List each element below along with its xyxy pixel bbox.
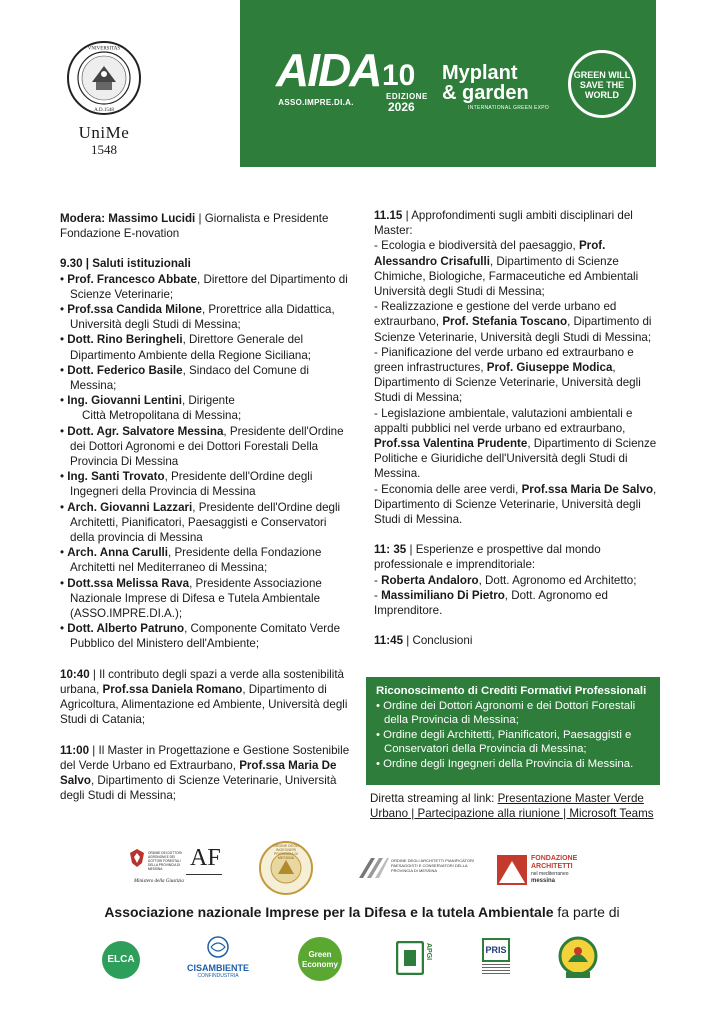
greeting-item xyxy=(60,424,350,470)
topic-affiliation: , Dipartimento di Scienze Veterinarie, Università degli Studi di Messina; xyxy=(374,361,641,405)
topics-list xyxy=(374,238,666,527)
myplant-garden-logo xyxy=(382,60,552,116)
green-world-text: GREEN WILL SAVE THE WORLD xyxy=(573,70,631,100)
greeting-item xyxy=(60,332,350,362)
moderator-role: | Giornalista e Presidente Fondazione E-novation xyxy=(60,212,329,241)
streaming-info xyxy=(370,791,660,821)
ingegneri-text: ORDINE DEGLI INGEGNERI PROVINCIA DI MESSINA xyxy=(273,844,299,860)
ministry-text: Ministero della Giustizia xyxy=(134,879,184,884)
edition-label: EDIZIONE xyxy=(386,92,428,101)
topic-speaker: Prof.ssa Valentina Prudente xyxy=(374,437,528,451)
topic-item xyxy=(374,406,666,482)
credits-list xyxy=(374,699,652,772)
talk-1115 xyxy=(374,208,666,238)
moderator-line xyxy=(60,211,350,241)
greeting-role: , Prorettrice alla Didattica, Università degli Studi di Messina; xyxy=(70,303,335,332)
apgi-logo xyxy=(396,939,440,979)
fondazione-line4: messina xyxy=(531,878,556,884)
talk-1135 xyxy=(374,542,666,572)
unime-year: 1548 xyxy=(91,142,117,157)
greetings-title-text: 9.30 | Saluti istituzionali xyxy=(60,257,191,271)
svg-text:A.D.1548: A.D.1548 xyxy=(94,108,114,113)
header-banner xyxy=(240,0,656,167)
greeting-role: , Sindaco del Comune di Messina; xyxy=(70,363,309,393)
greeting-name: Dott. Alberto Patruno xyxy=(67,622,185,636)
edition-year: 2026 xyxy=(388,100,415,114)
footer-title xyxy=(0,903,724,921)
cisambiente-mark-icon xyxy=(207,936,229,958)
architetti-logo xyxy=(357,854,487,884)
credit-item: • Ordine degli Architetti, Pianificatori, Paesaggisti e Conservatori della Provincia di Messina; xyxy=(376,728,632,756)
greeting-item xyxy=(60,393,350,408)
footer-title-bold: Associazione nazionale Imprese per la Difesa e la tutela Ambientale xyxy=(104,904,554,920)
edition-number: 10 xyxy=(382,59,416,92)
streaming-link[interactable]: Presentazione Master Verde Urbano | Partecipazione alla riunione | Microsoft Teams xyxy=(370,792,654,820)
greeting-name: Dott. Agr. Salvatore Messina xyxy=(67,424,224,438)
talk-time: 11: 35 xyxy=(374,543,407,557)
bullet: • xyxy=(60,622,68,636)
greeting-item xyxy=(60,576,350,622)
greeting-role: , Presidente dell'Ordine degli Ingegneri della Provincia di Messina xyxy=(70,470,313,499)
unime-logo xyxy=(58,40,150,160)
greeting-name: Ing. Giovanni Lentini xyxy=(67,394,182,408)
laurel-badge-icon xyxy=(556,934,600,980)
greeting-item xyxy=(60,469,350,499)
topic-title: - Ecologia e biodiversità del paesaggio, xyxy=(374,239,579,253)
myplant-name: Myplant xyxy=(442,62,518,84)
expo-label: INTERNATIONAL GREEN EXPO xyxy=(468,105,550,111)
bullet: • xyxy=(60,394,68,408)
aida-mark: AIDA xyxy=(276,44,381,96)
speaker-name: Massimiliano Di Pietro xyxy=(381,588,505,602)
topic-item xyxy=(374,238,666,299)
greeting-role: , Presidente della Fondazione Architetti nel Mediterraneo di Messina; xyxy=(70,546,322,575)
university-seal-icon xyxy=(66,40,142,116)
experience-speaker-1: - Roberta Andaloro, Dott. Agronomo ed Architetto; xyxy=(374,573,637,587)
speaker-role: , Dott. Agronomo ed Architetto; xyxy=(478,573,637,587)
fondazione-line3: nel mediterraneo xyxy=(531,871,569,877)
topic-speaker: Prof.ssa Maria De Salvo xyxy=(521,482,654,496)
topic-item xyxy=(374,299,666,345)
greeting-name: Arch. Giovanni Lazzari xyxy=(67,500,193,514)
topic-title: - Economia delle aree verdi, xyxy=(374,482,522,496)
greeting-role: , Componente Comitato Verde Pubblico del Ministero dell'Ambiente; xyxy=(70,622,341,651)
bullet: • xyxy=(60,424,68,438)
bullet: • xyxy=(60,500,68,514)
talk-time: 11:45 xyxy=(374,634,404,648)
elca-text: ELCA xyxy=(107,954,135,965)
greeting-item xyxy=(60,500,350,546)
greeting-item xyxy=(60,545,350,575)
architetti-text: ORDINE DEGLI ARCHITETTI PIANIFICATORI PAESAGGISTI E CONSERVATORI DELLA PROVINCIA DI MESSINA xyxy=(391,858,474,873)
talk-1100 xyxy=(60,743,350,804)
talk-time: 11.15 xyxy=(374,209,403,222)
topic-item xyxy=(374,482,666,528)
topic-speaker: Prof. Stefania Toscano xyxy=(442,315,568,329)
credit-item: • Ordine dei Dottori Agronomi e dei Dottori Forestali della Provincia di Messina; xyxy=(376,699,636,727)
talk-title: | Il contributo degli spazi a verde alla sostenibilità urbana, xyxy=(60,667,345,696)
speaker-name: Roberta Andaloro xyxy=(381,573,479,587)
speaker-role: , Dott. Agronomo ed Imprenditore. xyxy=(374,588,608,618)
greeting-item xyxy=(60,621,350,651)
cisambiente-sub: CONFINDUSTRIA xyxy=(197,973,239,979)
pris-logo xyxy=(482,938,512,980)
topic-speaker: Prof. Giuseppe Modica xyxy=(486,361,613,375)
greetings-title xyxy=(60,256,350,271)
agronomi-mark: AF xyxy=(190,845,221,871)
green-will-save-world-logo xyxy=(568,50,636,118)
pris-text: PRIS xyxy=(482,938,510,962)
footer-title-rest: fa parte di xyxy=(553,904,620,920)
greeting-name: Prof. Francesco Abbate xyxy=(67,272,197,286)
moderator-name: Modera: Massimo Lucidi xyxy=(60,212,196,225)
topic-affiliation: , Dipartimento di Scienze Veterinarie, Università degli Studi di Messina. xyxy=(374,482,657,527)
talk-speaker: Prof.ssa Maria De Salvo xyxy=(60,758,337,787)
greeting-name: Dott. Rino Beringheli xyxy=(67,333,183,347)
topic-affiliation: , Dipartimento di Scienze Chimiche, Biologiche, Farmaceutiche ed Ambientali Università degli Studi di Messina; xyxy=(374,254,639,299)
greeting-role-line2: Città Metropolitana di Messina; xyxy=(82,409,242,423)
greeting-role: , Dirigente xyxy=(181,394,235,408)
green-economy-text: Green Economy xyxy=(301,950,338,969)
association-badge-logo xyxy=(556,934,600,980)
greeting-item xyxy=(60,272,350,302)
fondazione-line2: ARCHITETTI xyxy=(531,863,573,870)
bullet: • xyxy=(60,576,68,590)
talk-affiliation: , Dipartimento di Scienze Veterinarie, Università degli Studi di Messina; xyxy=(60,773,337,803)
bullet: • xyxy=(60,303,68,317)
bullet: • xyxy=(60,333,68,347)
topic-title: - Legislazione ambientale, valutazioni ambientali e appalti pubblici nel verde urbano ed extraurbano, xyxy=(374,406,633,435)
talk-1145 xyxy=(374,633,666,648)
greeting-name: Dott. Federico Basile xyxy=(67,363,183,377)
talk-speaker: Prof.ssa Daniela Romano xyxy=(102,682,243,696)
aida-subtitle: ASSO.IMPRE.DI.A. xyxy=(278,98,354,107)
green-economy-logo xyxy=(298,937,342,981)
talk-title: | Approfondimenti sugli ambiti disciplinari del Master: xyxy=(374,209,633,238)
streaming-label: Diretta streaming al link: xyxy=(370,792,498,805)
aida-logo xyxy=(276,44,381,114)
greeting-name: Dott.ssa Melissa Rava xyxy=(67,576,190,590)
elca-logo xyxy=(102,941,140,979)
garden-name: & garden xyxy=(442,82,529,104)
program-left-column xyxy=(60,211,350,803)
greeting-name: Ing. Santi Trovato xyxy=(67,470,165,484)
greeting-role: , Presidente dell'Ordine degli Architetti, Pianificatori, Paesaggisti e Conservatori della provincia di Messina xyxy=(70,500,341,545)
fondazione-line1: FONDAZIONE xyxy=(531,855,578,862)
emblem-icon xyxy=(130,849,144,867)
talk-affiliation: , Dipartimento di Agricoltura, Alimentazione ed Ambiente, Università degli Studi di Catania; xyxy=(60,682,348,727)
svg-text:VNIVERSITAS: VNIVERSITAS xyxy=(87,46,121,52)
greeting-name: Arch. Anna Carulli xyxy=(67,546,168,560)
experience-speaker-2: - Massimiliano Di Pietro, Dott. Agronomo ed Imprenditore. xyxy=(374,588,608,618)
greeting-role: , Presidente Associazione Nazionale Imprese di Difesa e Tutela Ambientale (ASSO.IMPRE.DI.A.); xyxy=(70,576,322,621)
talk-title: | Conclusioni xyxy=(403,634,473,648)
topic-title: - Pianificazione del verde urbano ed extraurbano e green infrastructures, xyxy=(374,345,634,375)
fondazione-architetti-logo xyxy=(497,853,581,887)
talk-time: 10:40 xyxy=(60,667,90,681)
credits-box xyxy=(366,677,660,785)
agronomi-logo xyxy=(130,843,222,889)
bullet: • xyxy=(60,470,68,484)
program-right-column xyxy=(374,208,666,648)
topic-speaker: Prof. Alessandro Crisafulli xyxy=(374,239,606,268)
credits-title: Riconoscimento di Crediti Formativi Professionali xyxy=(376,685,647,697)
bullet: • xyxy=(60,272,68,286)
ingegneri-logo xyxy=(258,840,314,896)
bullet: • xyxy=(60,546,68,560)
greeting-role: , Direttore Generale del Dipartimento Ambiente della Regione Siciliana; xyxy=(70,333,312,362)
talk-time: 11:00 xyxy=(60,743,90,757)
credit-item: • Ordine degli Ingegneri della Provincia di Messina. xyxy=(376,757,634,770)
greeting-name: Prof.ssa Candida Milone xyxy=(67,303,202,317)
greeting-role: , Presidente dell'Ordine dei Dottori Agronomi e dei Dottori Forestali Della Provincia Di Messina xyxy=(70,424,344,469)
agronomi-text: ORDINE DEI DOTTORI AGRONOMI E DEI DOTTORI FORESTALI DELLA PROVINCIA DI MESSINA xyxy=(148,851,182,871)
architetti-mark-icon xyxy=(357,856,389,880)
bullet: • xyxy=(60,363,68,377)
cisambiente-logo xyxy=(182,936,254,980)
fondazione-mark-icon xyxy=(497,855,527,885)
greeting-item xyxy=(60,302,350,332)
cisambiente-text: CISAMBIENTE xyxy=(186,963,249,973)
topic-affiliation: , Dipartimento di Scienze Politiche e Giuridiche dell'Università degli Studi di Messina. xyxy=(374,437,657,481)
unime-name: UniMe xyxy=(78,123,130,142)
talk-1040 xyxy=(60,667,350,728)
apgi-mark-icon xyxy=(396,941,424,975)
greeting-role: , Direttore del Dipartimento di Scienze Veterinarie; xyxy=(70,272,348,301)
topic-affiliation: , Dipartimento di Scienze Veterinarie, Università degli Studi di Messina; xyxy=(374,315,652,344)
apgi-text: APGI xyxy=(425,943,432,961)
topic-item xyxy=(374,345,666,406)
topic-title: - Realizzazione e gestione del verde urbano ed extraurbano, xyxy=(374,300,617,329)
greeting-item xyxy=(60,363,350,393)
greetings-list xyxy=(60,272,350,652)
talk-title: | Il Master in Progettazione e Gestione Sostenibile del Verde Urbano ed Extraurbano, xyxy=(60,743,350,772)
talk-title: | Esperienze e prospettive dal mondo professionale e imprenditoriale: xyxy=(374,543,601,572)
